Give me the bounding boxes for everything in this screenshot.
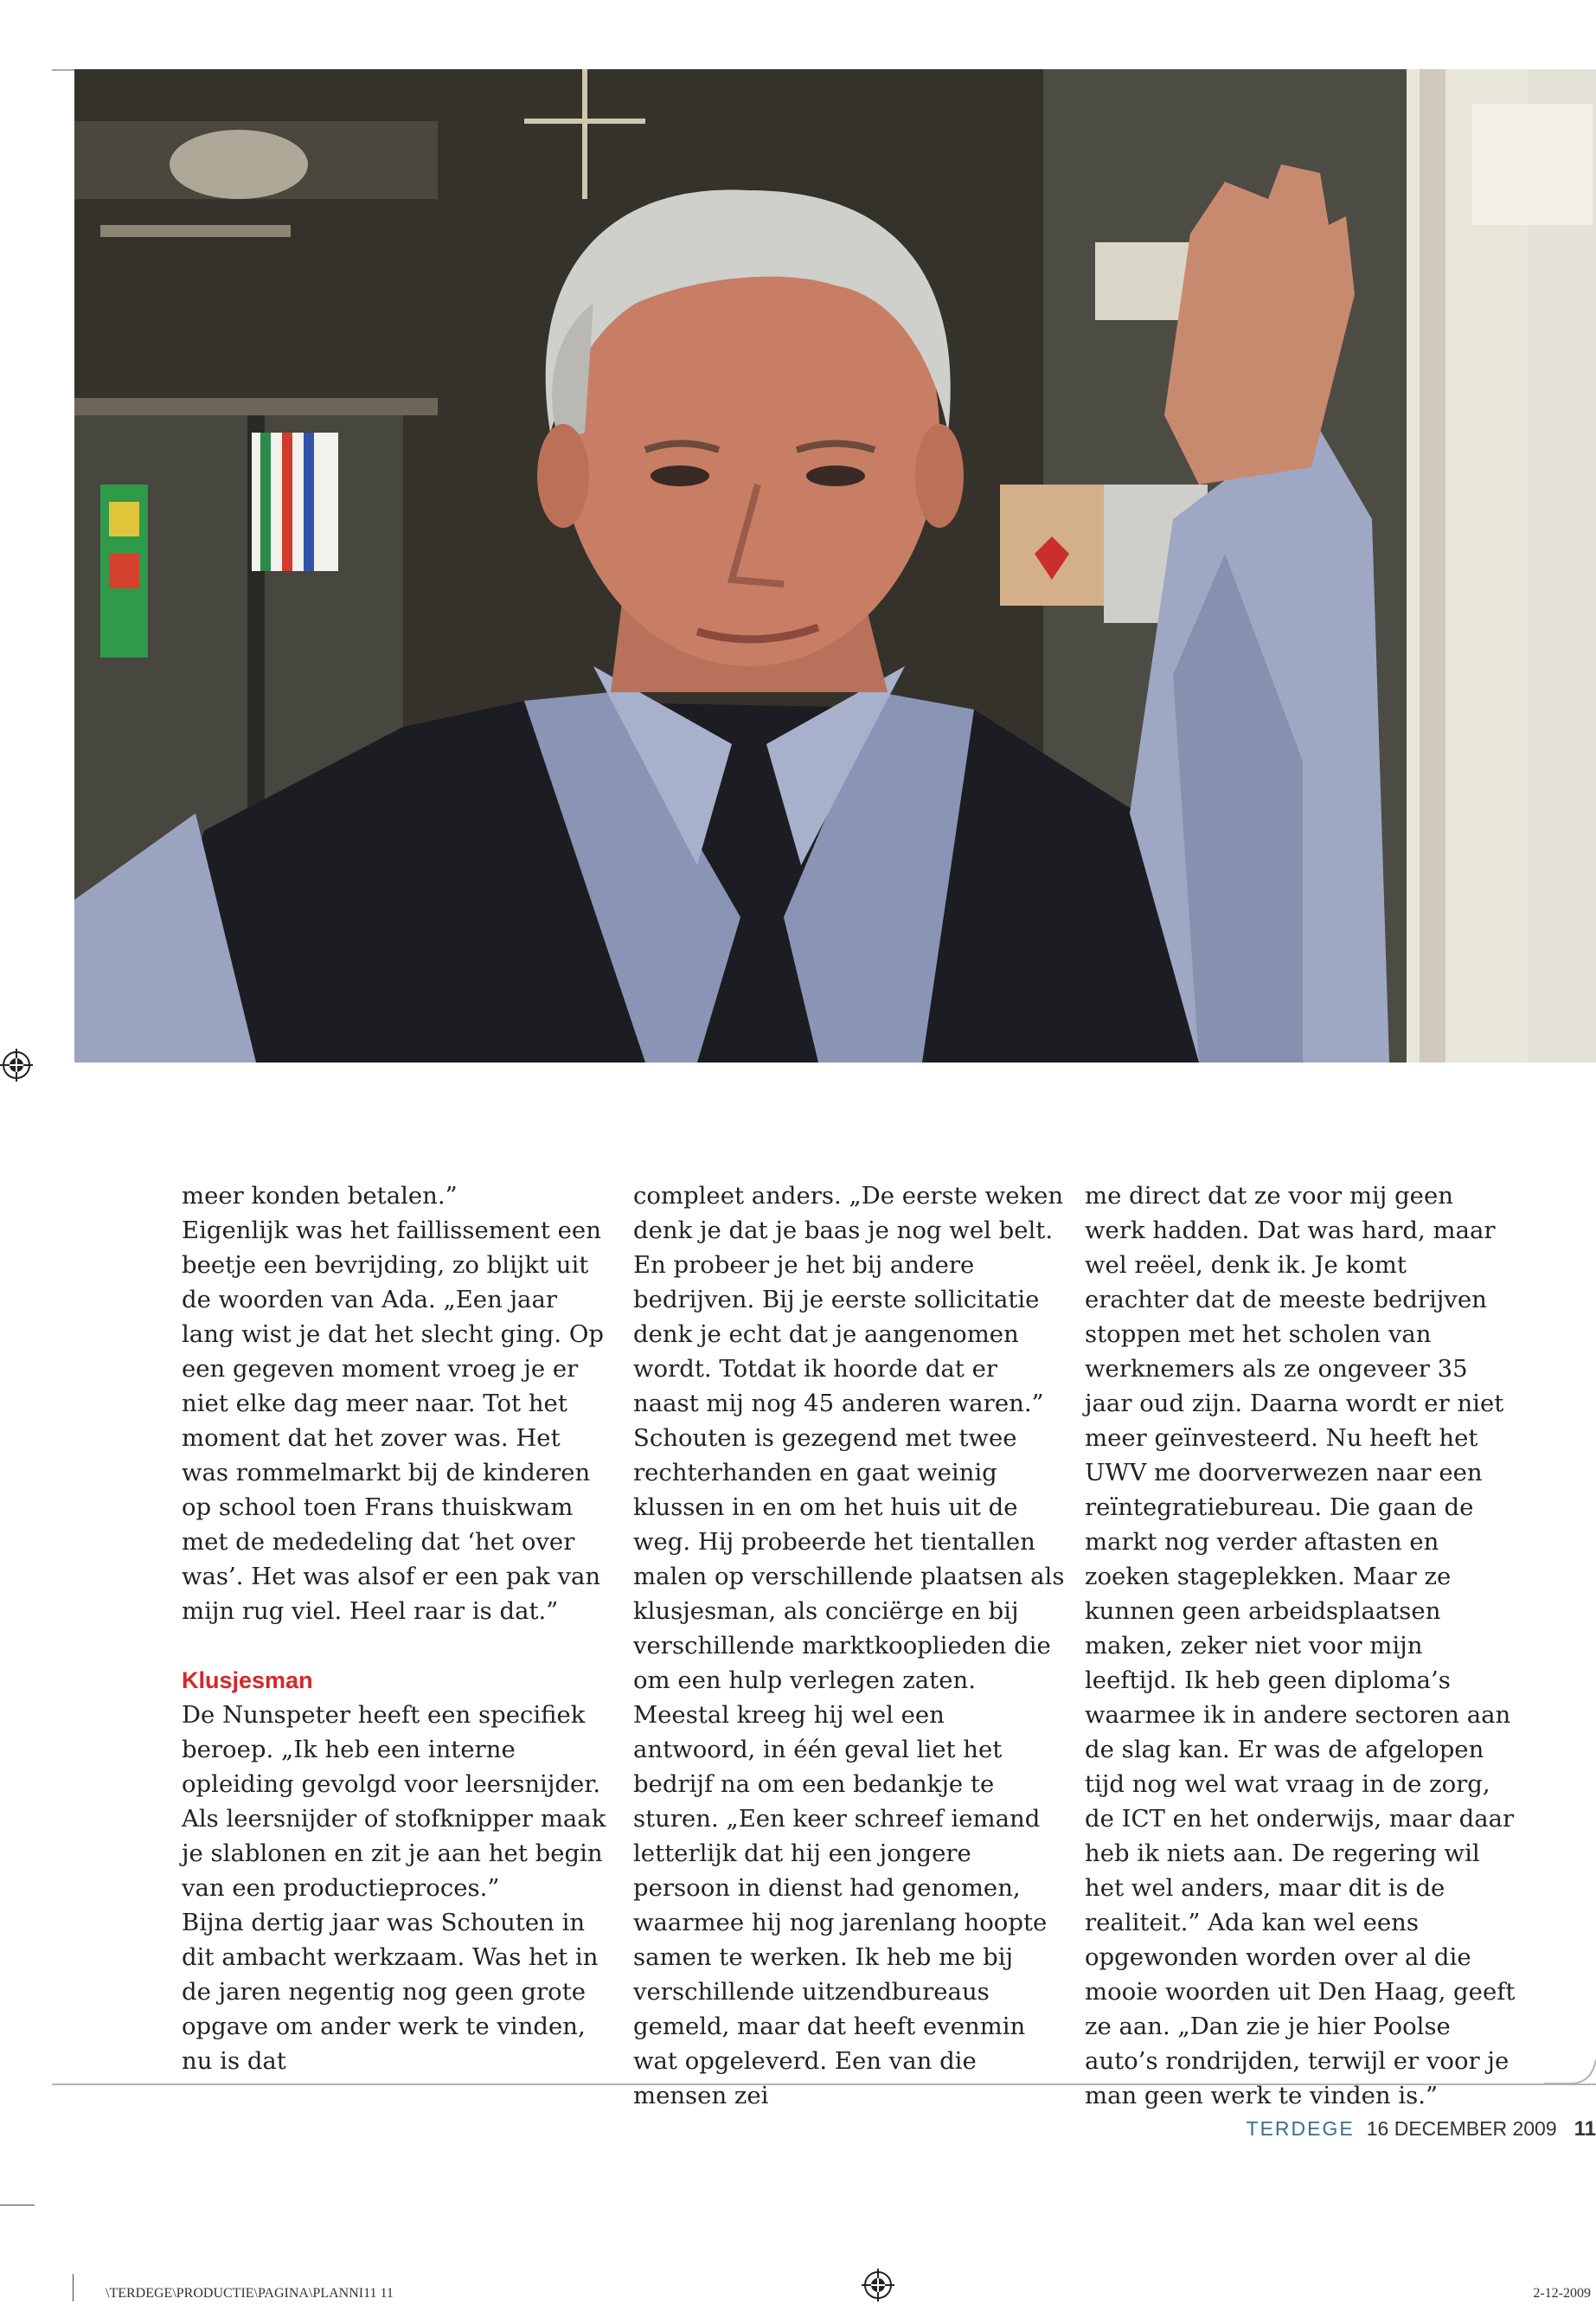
page-footer (1247, 2111, 1596, 2146)
magazine-name: TERDEGE (1246, 2117, 1355, 2140)
production-slug-path: \TERDEGE\PRODUCTIE\PAGINA\PLANNI11 11 (106, 2286, 394, 2301)
article-column-1 (182, 1178, 614, 2078)
registration-mark-left (0, 1049, 33, 1082)
paragraph: Eigenlijk was het faillissement een beetje een bevrijding, zo blijkt uit de woorden van Ada. „Een jaar lang wist je dat het slecht ging. Op een gegeven moment vroeg je er niet elke dag meer naar. Tot het moment dat het zover was. Het was rommelmarkt bij de kinderen op school toen Frans thuiskwam met de mededeling dat ‘het over was’. Het was alsof er een pak van mijn rug viel. Heel raar is dat.” (182, 1217, 605, 1625)
paragraph: meer konden betalen.” (182, 1182, 458, 1210)
footer-rule (52, 2083, 1596, 2085)
registration-mark-bottom (862, 2269, 894, 2302)
portrait-photo (74, 69, 1596, 1063)
production-slug-date: 2-12-2009 (1533, 2286, 1591, 2301)
article-column-2 (633, 1178, 1066, 2113)
paragraph: De Nunspeter heeft een specifiek beroep. „Ik heb een interne opleiding gevolgd voor leersnijder. Als leersnijder of stofknipper maak je slablonen en zit je aan het begin van een productieproces.” (182, 1701, 606, 1902)
trim-curve (1544, 2042, 1596, 2085)
crop-mark-vertical (73, 2274, 74, 2302)
article-column-3 (1085, 1178, 1517, 2113)
page-number: 11 (1574, 2117, 1596, 2141)
paragraph: Schouten is gezegend met twee rechterhanden en gaat weinig klussen in en om het huis uit de weg. Hij probeerde het tientallen malen op verschillende plaatsen als klusjesman, als conciërge en bij verschillende marktkooplieden die om een hulp verlegen zaten. (633, 1424, 1065, 1694)
issue-date: 16 DECEMBER 2009 (1366, 2117, 1557, 2140)
paragraph: Bijna dertig jaar was Schouten in dit ambacht werkzaam. Was het in de jaren negentig nog geen grote opgave om ander werk te vinden, nu is dat (182, 1909, 599, 2075)
portrait-illustration (74, 69, 1596, 1063)
paragraph: Meestal kreeg hij wel een antwoord, in één geval liet het bedrijf na om een bedankje te sturen. „Een keer schreef iemand letterlijk dat hij een jongere persoon in dienst had genomen, waarmee hij nog jarenlang hoopte samen te werken. Ik heb me bij verschillende uitzendbureaus gemeld, maar dat heeft evenmin wat opgeleverd. Een van die mensen zei (633, 1701, 1048, 2109)
paragraph: me direct dat ze voor mij geen werk hadden. Dat was hard, maar wel reëel, denk ik. Je komt erachter dat de meeste bedrijven stoppen met het scholen van werknemers als ze ongeveer 35 jaar oud zijn. Daarna wordt er niet meer geïnvesteerd. Nu heeft het UWV me doorverwezen naar een reïntegratiebureau. Die gaan de markt nog verder aftasten en zoeken stageplekken. Maar ze kunnen geen arbeidsplaatsen maken, zeker niet voor mijn leeftijd. Ik heb geen diploma’s waarmee ik in andere sectoren aan de slag kan. Er was de afgelopen tijd nog wel wat vraag in de zorg, de ICT en het onderwijs, maar daar heb ik niets aan. De regering wil het wel anders, maar dit is de realiteit.” Ada kan wel eens opgewonden worden over al die mooie woorden uit Den Haag, geeft ze aan. „Dan zie je hier Poolse auto’s rondrijden, terwijl er voor je man geen werk te vinden is.” (1085, 1182, 1516, 2109)
subheading-klusjesman: Klusjesman (182, 1667, 313, 1693)
paragraph: compleet anders. „De eerste weken denk je dat je baas je nog wel belt. En probeer je het bij andere bedrijven. Bij je eerste sollicitatie denk je echt dat je aangenomen wordt. Totdat ik hoorde dat er naast mij nog 45 anderen waren.” (633, 1182, 1064, 1417)
